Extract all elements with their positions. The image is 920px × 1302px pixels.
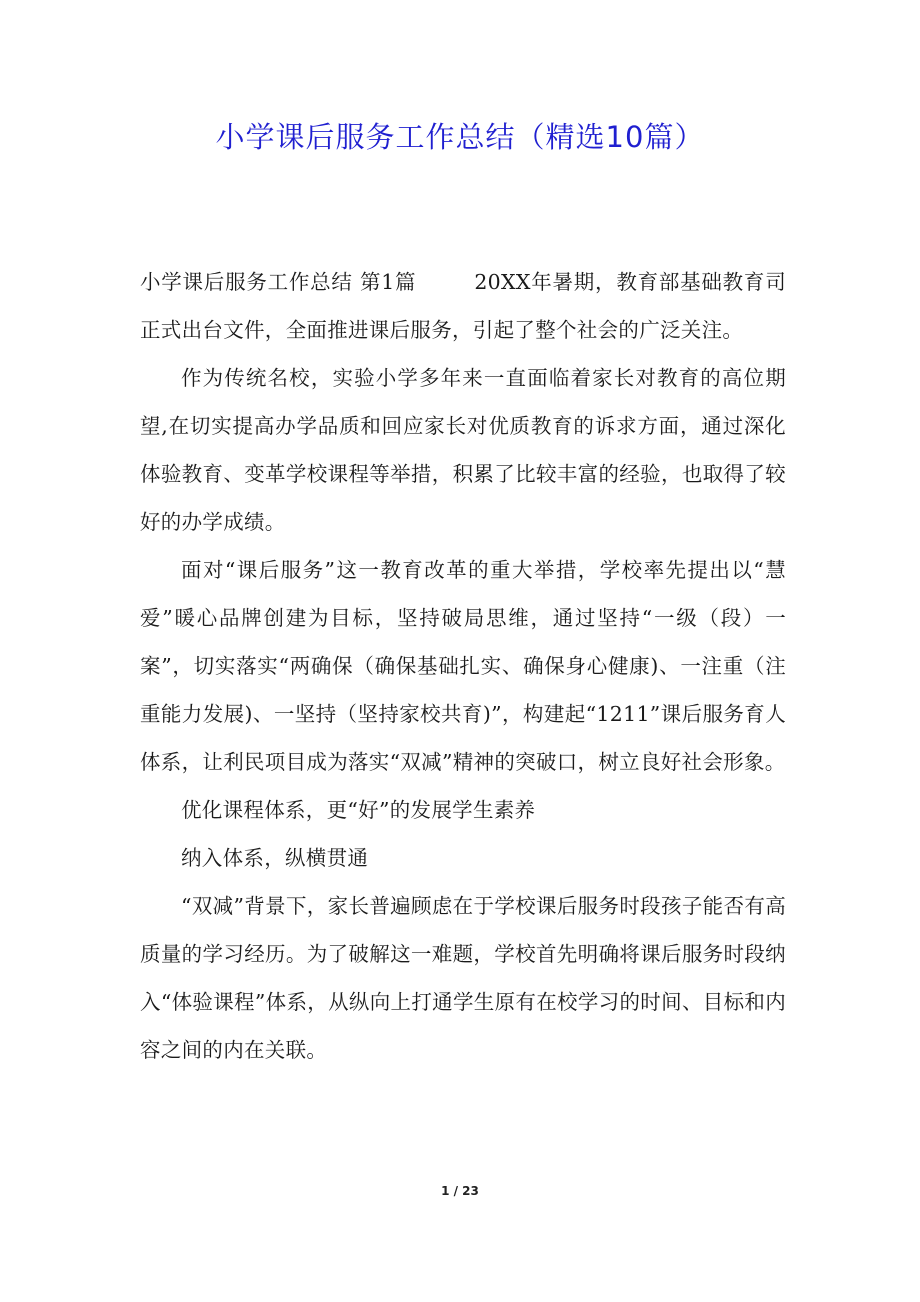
paragraph: “双减”背景下，家长普遍顾虑在于学校课后服务时段孩子能否有高质量的学习经历。为了破解这一难题，学校首先明确将课后服务时段纳入“体验课程”体系，从纵向上打通学生原有在校学习的时间、目标和内容之间的内在关联。: [140, 894, 786, 1062]
paragraph-text: 20XX年暑期，教育部基础教育司正式出台文件，全面推进课后服务，引起了整个社会的广泛关注。: [140, 270, 786, 342]
document-title: 小学课后服务工作总结（精选10篇）: [215, 120, 705, 154]
subheading: 纳入体系，纵横贯通: [181, 846, 369, 870]
paragraph-intro: [140, 258, 786, 354]
subheading: 优化课程体系，更“好”的发展学生素养: [181, 798, 536, 822]
document-body: [140, 258, 786, 1074]
section-heading: 小学课后服务工作总结 第1篇: [140, 270, 417, 294]
page-number: 1 / 23: [441, 1184, 479, 1198]
paragraph: 面对“课后服务”这一教育改革的重大举措，学校率先提出以“慧爱”暖心品牌创建为目标，坚持破局思维，通过坚持“一级（段）一案”，切实落实“两确保（确保基础扎实、确保身心健康)、一注重（注重能力发展)、一坚持（坚持家校共育)”，构建起“1211”课后服务育人体系，让利民项目成为落实“双减”精神的突破口，树立良好社会形象。: [140, 558, 786, 774]
paragraph: 作为传统名校，实验小学多年来一直面临着家长对教育的高位期望,在切实提高办学品质和回应家长对优质教育的诉求方面，通过深化体验教育、变革学校课程等举措，积累了比较丰富的经验，也取得了较好的办学成绩。: [140, 366, 786, 534]
